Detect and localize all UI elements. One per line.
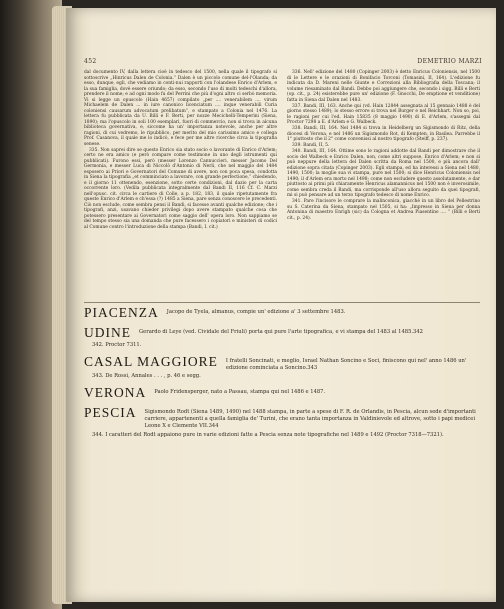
footnote-paragraph: 339. Bandi, II, 5. <box>292 143 330 148</box>
footnote-paragraph: 341. Pare l'incisore le comprare la malinconica, giacchè in un libro del Pellestrino su S. Caterina da Siena, stampato nel 1505, si ha: „Impresso in Siena per donna Antonina di maestro Enrigh (sic) da Cologna et Andrea Piasentino .... “ (Billi e Berti cit., p. 24). <box>287 199 480 221</box>
entry-udine <box>84 326 480 349</box>
place-description: I fratelli Soncinati, e meglio, Israel Nathan Soncino e Soci, finiscono qui nel' anno 1486 un' edizione cominciata a Soncino.343 <box>225 357 467 371</box>
book-page <box>66 8 496 602</box>
entry-footnote: 343. De Rossi, Annales . . . , p. 46 e segg. <box>92 373 201 380</box>
page-header <box>84 58 482 65</box>
place-name: PIACENZA <box>84 305 159 320</box>
entry-casal-maggiore <box>84 355 480 380</box>
right-column <box>287 70 480 231</box>
footnote-paragraph: 340. Bandi, III, 164. Ottime sono le ragioni addotte dal Bandi per dimostrare che il socio del Walbeck e Enrico Dalen, non, come altri suppose, Enrico d'Arlem; e non si può neppure della lettera del Dalen scritta da Roma nel 1500, e più ancora dall' edizione sopra citata (Copinger 2003). Egli stampa, ed ha interessi a Siena nel 1480, 1490, 1500; la moglie sua vi stampa, pure nel 1500; si dice Henricus Coloniensis nel 1490; il d'Arlem era morto nel 1498; come non escludere questo assolutamente, e dar piuttosto ai primi più chiaramente Henricus alamannicus nel 1500 non è inverosimile, come sembra creda il Bandi, ma corrisponde all'uso allora seguito da quei tipografi, mi si può pensare ad un terzo tipografo tedesco di nome Enrico. <box>287 149 480 198</box>
place-description: Gerardo di Leye (ved. Cividale del Friuli) porta qui pure l'arte tipografica, e vi stampa del 1483 al 1485.342 <box>139 329 423 335</box>
entry-footnote: 344. I caratteri del Rodt appaiono pure in varie edizioni fatte a Pescia senza note tipografiche nel 1489 e 1492 (Proctor 7318—7321). <box>92 431 444 438</box>
footnote-paragraph: 338. Bandi, III, 164. Nel 1484 si trova in Heidelberg un Sigismondo di Ritz, della diocesi di Verona, e nel 1486 un Sigismondo Rot, di Kempten, in Basilea. Parrebbe il 1° piuttosto che il 2° come convenissi al nostro tipografo (Steiff, p. 237). <box>287 126 480 142</box>
footnote-columns <box>84 70 480 231</box>
place-description: Paolo Fridensperger, nato a Passau, stampa qui nel 1486 e 1487. <box>154 389 326 396</box>
place-description: Sigismondo Rodt (Siena 1489, 1490) nel 1488 stampa, in parte a spese di F. R. de Orlandis, in Pescia, alcun sede d'importanti carriere, appartenenti a quella famiglia de' Turini, che erano tanta importanza in Valdinievole ed altrove, sotto i papi medicei Leone X e Clemente VII.344 <box>144 409 476 429</box>
place-entries <box>84 306 480 444</box>
entry-footnote: 342. Proctor 7311. <box>92 342 142 348</box>
entry-verona <box>84 386 480 400</box>
entry-piacenza <box>84 306 480 320</box>
footnote-paragraph: 335. Non saprei dire se questo Enrico sia stato socio o lavorante di Enrico d'Arlem; certo ne era amico (e però compare come testimone in uno degli istrumenti qui pubblicati). Furono essi, però (messer Lorenzo Cannuccieri, messer Jacomo Del Germonia, e messer Luca di Niccolò d'Antonio di Nerli, che nel maggio del 1484 esposero ai Priori e Governatori del Comune di avere, non con poca spesa, condotta in Siena la tipografia „et comminciato a lavorare, con grande perfectione,“ chiedendo, e il giorno 11 ottenendo, esenzione, sotto certe condizioni, dal dazio per la carta occorrente loro. (Vedila pubblicata integralmente dal Bandi II, 116 Cf. C. Marzi nell'opusc. cit. circa le cartiere di Colle, a p. 182, 183, il quale ripetutamente fra queste Enrico d'Arlem e ch'essa (?) 1485 a Siena, pare senza conoscere le precedenti. Ciò non esclude, come sembra pensi il Bandi, si facesse avanti qualche edizione; che i tipografi, anzi, usavano chieder privilegi dopo avere stampato qualche cosa che potessero presentare ai Governatori come saggio dell' opera loro. Non sappiamo se del tempo stesso sia una domanda che pure facessero i copiatori e ministeri di codici al Comune contro l'introduzione della stampa (Bandi, I. cit.) <box>84 147 277 230</box>
page-number: 452 <box>84 58 97 65</box>
left-column <box>84 70 277 231</box>
running-title: DEMETRIO MARZI <box>417 58 482 65</box>
entry-pescia <box>84 406 480 438</box>
place-name: CASAL MAGGIORE <box>84 353 218 369</box>
place-name: UDINE <box>84 325 131 340</box>
footnote-paragraph: 337. Bandi, III, 163. Anche qui (vd. Hain 12844 assegnata al 15 gennaio 1488 è del giorno stesso 1489); lo stesso errore si trova nel Burger e nel Reichhart. Non so, poi, le ragioni per cui l'ed. Hain 15835 (8 maggio 1490) di E. d'Arlem, s'assegni dal Proctor 7298 a E. d'Arlem e G. Walbeck. <box>287 103 480 125</box>
place-name: PESCIA <box>84 405 137 421</box>
footnote-paragraph: dal documento IV, dalla lettera cioè in tedesco del 1500, nella quale il tipografo si sottoscrive „Hinricus Dalen de Colonia.“ Dalen è un piccolo comune del-l'Olanda; da esso, dunque, egli, che vediamo in conti-nui rapporti con l'olandese Enrico d'Arlem, e la sua famiglia, dovè essere oriundo; da esso, secondo l'uso di molti tedeschi d'allora, prendere il nome; e ad ogni modo fu del Perrini che più d'ogni altro ci serbò memoria. Vi si legge un opuscolo (Hain 4657) compilato „per .... venerabilem .... virum Michaelem de Dalen ... in iure canonico licenciatum .... inque venerabili Curia coloniensi causarum advocatum prelibatum“, e stampato a Colonia nel 1476. La lettera fu pubblicata da U. Billi e F. Berti, per nozze Mecichelli-Temperini (Siena, 1890); ma l'opuscolo in soli 100 esemplari, fuori di commercio, non si trova in alcuna biblioteca governativa, e, siccome ha un' importanza notevole, anche per altre ragioni, di cui vedremo, le ripubblico, per merito del mio carissimo amico e collega Prof. Casanova, il quale me lo indicò, e fece per me altre ricerche circa la tipografia senese. <box>84 70 277 147</box>
place-description: Jacopo de Tyela, almanus, compie un' edizione a' 3 settembre 1483. <box>166 309 346 315</box>
section-divider <box>84 302 480 303</box>
place-name: VERONA <box>84 385 147 401</box>
footnote-paragraph: 336. Nell' edizione del 1480 (Copinger 2003) è detto Enricus Coloniensis, nel 1500 di le Lettere e le orazioni di Bonifacio Torconi (Tomasini, II, 164). L'edizione fu indicata da D. Mareni nelle Giunte e Correzioni alla Bibliografia della Toscana; il volume riesaminato dal Bandi. Debbo poi aggiungere che, secondo i sigg. Billi e Berti (op. cit., p. 24) esisterebbe pure un' edizione (F. Gnocchi, De emptione et venditione) fatta in Siena dal Dalen nel 1483. <box>287 70 480 103</box>
